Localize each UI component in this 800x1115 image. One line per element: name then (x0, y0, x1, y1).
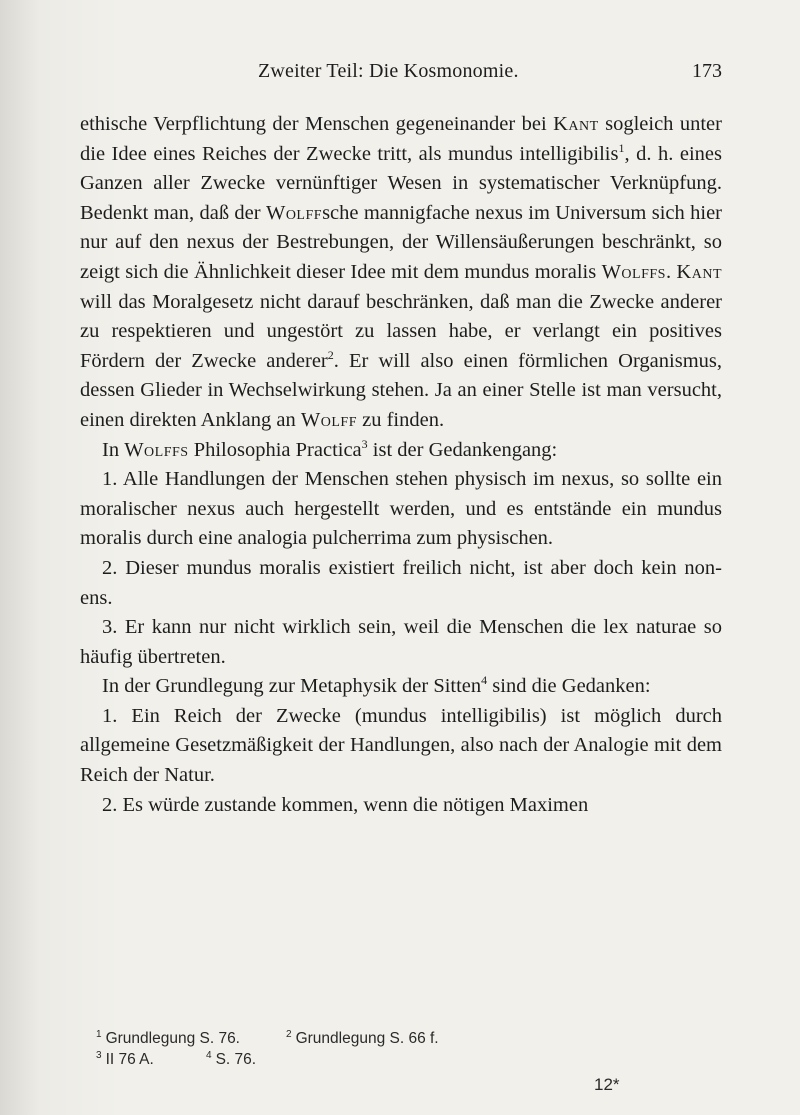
footnote: $^3$ II 76 A. (96, 1049, 154, 1068)
footnotes (96, 1028, 656, 1070)
footnote-ref: 2 (327, 347, 334, 362)
paragraph: In Wolffs Philosophia Practica$^3$ ist der Gedankengang: (102, 436, 558, 461)
list-item: 2. Es würde zustande kommen, wenn die nötigen Maximen (102, 793, 589, 816)
running-header (80, 60, 722, 90)
footnote-ref: 3 (361, 436, 368, 451)
signature-mark: 12* (594, 1075, 620, 1094)
footnote: $^4$ S. 76. (206, 1049, 257, 1068)
footnote-ref: 1 (618, 140, 625, 155)
list-item: 2. Dieser mundus moralis existiert freilich nicht, ist aber doch kein non-ens. (80, 556, 722, 609)
running-title: Zweiter Teil: Die Kosmonomie. (258, 60, 519, 82)
page-number: 173 (692, 60, 722, 82)
footnote: $^2$ Grundlegung S. 66 f. (286, 1028, 439, 1047)
footnote-ref: 4 (481, 673, 488, 688)
paragraph: ethische Verpflichtung der Menschen gegeneinander bei Kant sogleich unter die Idee eines Reiches der Zwecke tritt, als mundus intelligibilis$^1$, d. h. eines Ganzen aller Zwecke vernünftiger Wesen in systematischer Verknüpfung. Bedenkt man, daß der Wolffsche mannigfache nexus im Universum sich hier nur auf den nexus der Bestrebungen, der Willensäußerungen beschränkt, so zeigt sich die Ähnlichkeit dieser Idee mit dem mundus moralis Wolffs. Kant will das Moralgesetz nicht darauf beschränken, daß man die Zwecke anderer zu respektieren und ungestört zu lassen habe, er verlangt ein positives Fördern der Zwecke anderer$^2$. Er will also einen förmlichen Organismus, dessen Glieder in Wechselwirkung stehen. Ja an einer Stelle ist man versucht, einen direkten Anklang an Wolff zu finden. (80, 113, 722, 431)
paragraph: In der Grundlegung zur Metaphysik der Sitten$^4$ sind die Gedanken: (102, 673, 651, 698)
main-text (80, 110, 722, 820)
footnote: $^1$ Grundlegung S. 76. (96, 1028, 240, 1047)
list-item: 1. Ein Reich der Zwecke (mundus intelligibilis) ist möglich durch allgemeine Gesetzmäßigkeit der Handlungen, also nach der Analogie mit dem Reich der Natur. (80, 704, 722, 787)
list-item: 1. Alle Handlungen der Menschen stehen physisch im nexus, so sollte ein moralischer nexus auch hergestellt werden, und es entstände ein mundus moralis durch eine analogia pulcherrima zum physischen. (80, 468, 722, 550)
list-item: 3. Er kann nur nicht wirklich sein, weil die Menschen die lex naturae so häufig übertreten. (80, 616, 722, 668)
